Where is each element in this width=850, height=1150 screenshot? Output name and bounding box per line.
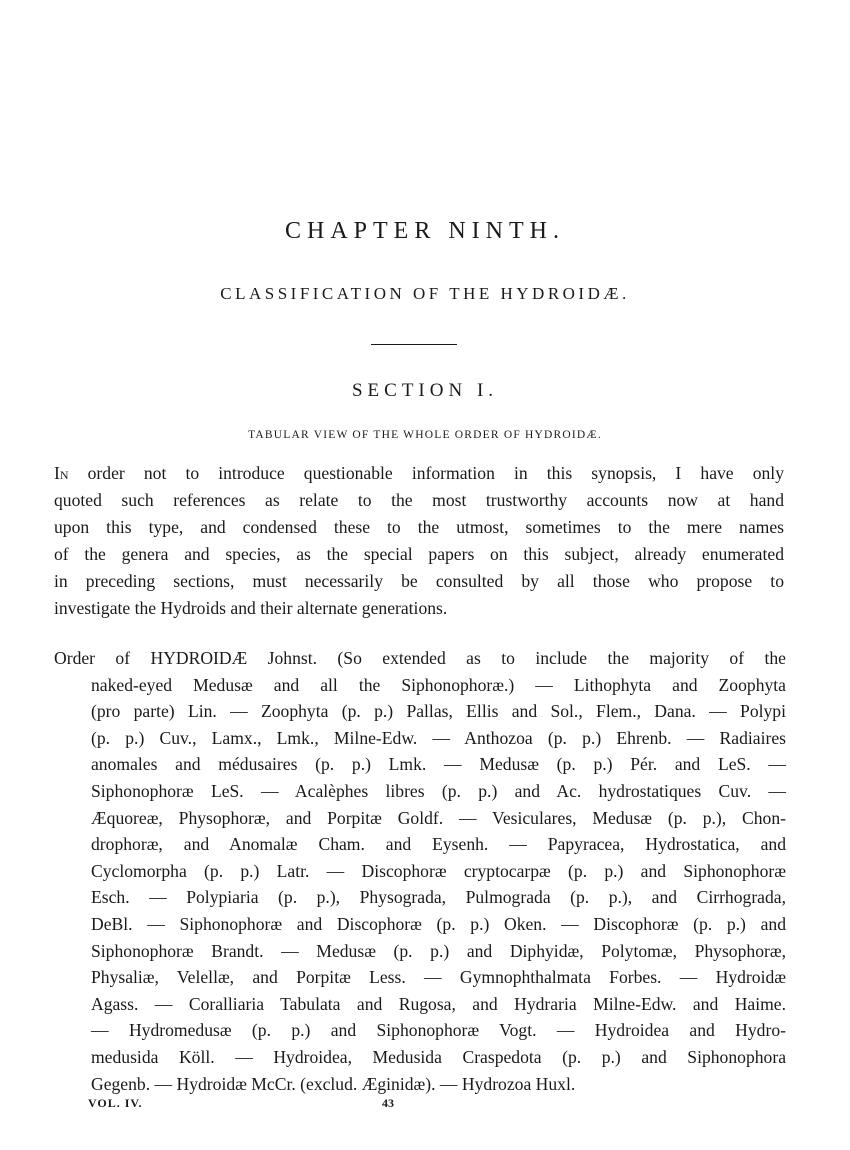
intro-line-3: upon this type, and condensed these to the utmost, sometimes to the mere names	[54, 517, 784, 537]
section-title: SECTION I.	[351, 380, 499, 401]
intro-line-2: quoted such references as relate to the most trustworthy accounts now at hand	[54, 490, 784, 510]
order-line-16: medusida Köll. — Hydroidea, Medusida Craspedota (p. p.) and Siphonophora	[91, 1046, 786, 1067]
order-line-10: Esch. — Polypiaria (p. p.), Physograda, Pulmograda (p. p.), and Cirrhograda,	[91, 887, 786, 908]
order-line-13: Physaliæ, Velellæ, and Porpitæ Less. — Gymnophthalmata Forbes. — Hydroidæ	[91, 967, 786, 988]
order-line-3: (pro parte) Lin. — Zoophyta (p. p.) Pallas, Ellis and Sol., Flem., Dana. — Polypi	[91, 701, 786, 722]
order-paragraph	[54, 645, 786, 1097]
intro-line-4: of the genera and species, as the special papers on this subject, already enumerated	[54, 544, 784, 564]
order-line-9: Cyclomorpha (p. p.) Latr. — Discophoræ cryptocarpæ (p. p.) and Siphonophoræ	[91, 860, 786, 881]
order-line-14: Agass. — Coralliaria Tabulata and Rugosa, and Hydraria Milne-Edw. and Haime.	[91, 993, 786, 1014]
order-line-12: Siphonophoræ Brandt. — Medusæ (p. p.) and Diphyidæ, Polytomæ, Physophoræ,	[91, 940, 786, 961]
intro-paragraph	[54, 460, 784, 622]
order-line-7: Æquoreæ, Physophoræ, and Porpitæ Goldf. — Vesiculares, Medusæ (p. p.), Chon-	[91, 807, 786, 828]
order-line-2: naked-eyed Medusæ and all the Siphonophoræ.) — Lithophyta and Zoophyta	[91, 674, 786, 695]
order-line-8: drophoræ, and Anomalæ Cham. and Eysenh. — Papyracea, Hydrostatica, and	[91, 834, 786, 855]
page-number: 43	[382, 1096, 394, 1110]
order-line-11: DeBl. — Siphonophoræ and Discophoræ (p. p.) Oken. — Discophoræ (p. p.) and	[91, 913, 786, 934]
intro-lead-word: In	[54, 463, 69, 483]
intro-line-6: investigate the Hydroids and their alternate generations.	[54, 598, 448, 618]
order-line-4: (p. p.) Cuv., Lamx., Lmk., Milne-Edw. — Anthozoa (p. p.) Ehrenb. — Radiaires	[91, 727, 786, 748]
intro-line-5: in preceding sections, must necessarily be consulted by all those who propose to	[54, 571, 784, 591]
volume-label: VOL. IV.	[88, 1096, 143, 1110]
order-line-6: Siphonophoræ LeS. — Acalèphes libres (p. p.) and Ac. hydrostatiques Cuv. —	[91, 780, 786, 801]
chapter-title: CHAPTER NINTH.	[285, 218, 565, 244]
section-subtitle: TABULAR VIEW OF THE WHOLE ORDER OF HYDROIDÆ.	[248, 429, 602, 441]
page-footer	[0, 1096, 850, 1116]
order-line-15: — Hydromedusæ (p. p.) and Siphonophoræ Vogt. — Hydroidea and Hydro-	[91, 1020, 786, 1041]
order-line-5: anomales and médusaires (p. p.) Lmk. — Medusæ (p. p.) Pér. and LeS. —	[91, 754, 786, 775]
intro-line-1: In order not to introduce questionable information in this synopsis, I have only	[54, 463, 784, 483]
order-line-1: Order of HYDROIDÆ Johnst. (So extended as to include the majority of the	[54, 648, 786, 668]
order-line-17: Gegenb. — Hydroidæ McCr. (exclud. Æginidæ). — Hydrozoa Huxl.	[91, 1073, 576, 1094]
divider-rule	[371, 344, 457, 345]
chapter-subtitle: CLASSIFICATION OF THE HYDROIDÆ.	[220, 284, 630, 303]
